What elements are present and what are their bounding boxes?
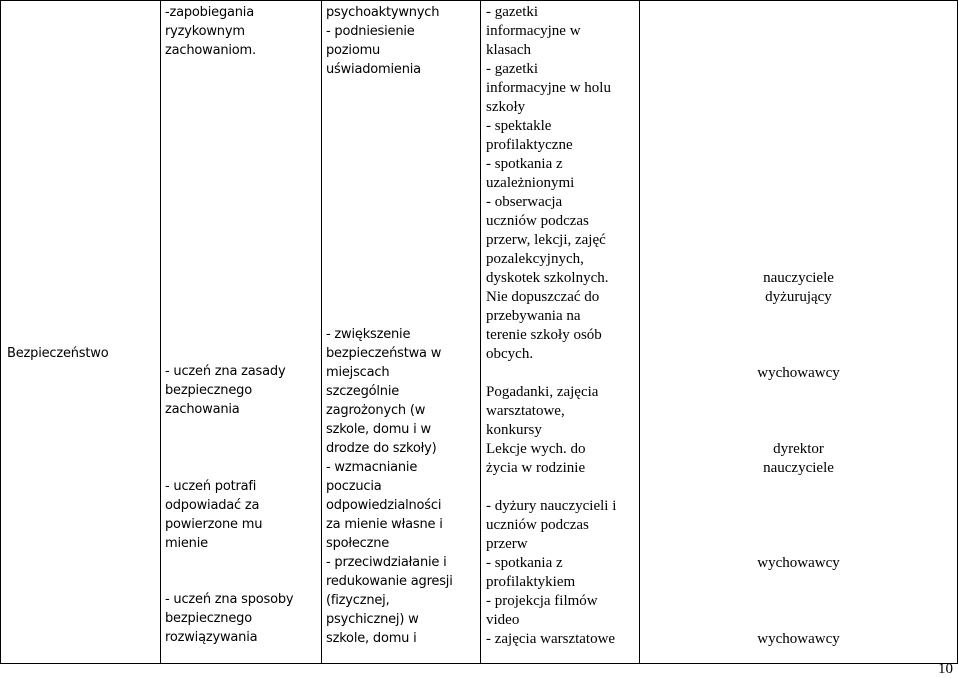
method-line: video	[486, 612, 520, 628]
method-line: - spektakle	[486, 118, 552, 134]
area-label: Bezpieczeństwo	[7, 346, 109, 361]
task-line: za mienie własne i	[326, 517, 443, 532]
method-line: profilaktykiem	[486, 574, 576, 590]
task-line: drodze do szkoły)	[326, 441, 437, 456]
method-line: - gazetki	[486, 4, 539, 20]
tasks-cell	[322, 1, 481, 664]
method-line: przerw	[486, 536, 528, 552]
responsible-line: wychowawcy	[757, 631, 840, 647]
responsible-line: nauczyciele	[763, 460, 834, 476]
method-line: informacyjne w	[486, 23, 581, 39]
method-line: dyskotek szkolnych.	[486, 270, 609, 286]
objective-line: - uczeń zna sposoby	[165, 592, 294, 607]
task-line: bezpieczeństwa w	[326, 346, 442, 361]
task-line: uświadomienia	[326, 62, 421, 77]
task-line: poczucia	[326, 479, 382, 494]
objective-line: powierzone mu	[165, 517, 263, 532]
method-line: warsztatowe,	[486, 403, 565, 419]
method-line: klasach	[486, 42, 531, 58]
objective-line: bezpiecznego	[165, 383, 252, 398]
method-line: obcych.	[486, 346, 534, 362]
responsible-line: dyżurujący	[765, 289, 832, 305]
method-line: przerw, lekcji, zajęć	[486, 232, 606, 248]
method-line: Lekcje wych. do	[486, 441, 586, 457]
responsible-line: wychowawcy	[757, 555, 840, 571]
method-line: życia w rodzinie	[486, 460, 586, 476]
page-number: 10	[938, 661, 953, 677]
task-line: - wzmacnianie	[326, 460, 418, 475]
task-line: - podniesienie	[326, 24, 415, 39]
responsible-line: wychowawcy	[757, 365, 840, 381]
responsible-line: nauczyciele	[763, 270, 834, 286]
objective-line: rozwiązywania	[165, 630, 258, 645]
area-cell	[1, 1, 161, 664]
objective-line: ryzykownym	[165, 24, 245, 39]
method-line: informacyjne w holu	[486, 80, 611, 96]
responsible-line: dyrektor	[773, 441, 824, 457]
method-line: profilaktyczne	[486, 137, 573, 153]
objective-line: bezpiecznego	[165, 611, 252, 626]
method-line: uzależnionymi	[486, 175, 575, 191]
method-line: - dyżury nauczycieli i	[486, 498, 617, 514]
task-line: szkole, domu i	[326, 631, 417, 646]
objective-line: zachowania	[165, 402, 240, 417]
objective-line: -zapobiegania	[165, 5, 254, 20]
objectives-cell	[161, 1, 322, 664]
task-line: psychoaktywnych	[326, 5, 440, 20]
method-line: - zajęcia warsztatowe	[486, 631, 616, 647]
method-line: - projekcja filmów	[486, 593, 598, 609]
task-line: psychicznej) w	[326, 612, 419, 627]
methods-cell	[481, 1, 640, 664]
method-line: - gazetki	[486, 61, 539, 77]
method-line: uczniów podczas	[486, 213, 589, 229]
task-line: redukowanie agresji	[326, 574, 453, 589]
method-line: Nie dopuszczać do	[486, 289, 600, 305]
table-row	[1, 1, 958, 664]
task-line: miejscach	[326, 365, 390, 380]
task-line: - zwiększenie	[326, 327, 411, 342]
objective-line: odpowiadać za	[165, 498, 260, 513]
task-line: szkole, domu i w	[326, 422, 431, 437]
objective-line: mienie	[165, 536, 208, 551]
method-line: terenie szkoły osób	[486, 327, 602, 343]
method-line: - obserwacja	[486, 194, 563, 210]
task-line: zagrożonych (w	[326, 403, 426, 418]
responsible-cell	[640, 1, 958, 664]
task-line: społeczne	[326, 536, 390, 551]
task-line: (fizycznej,	[326, 593, 390, 608]
method-line: Pogadanki, zajęcia	[486, 384, 599, 400]
objective-line: - uczeń zna zasady	[165, 364, 286, 379]
task-line: - przeciwdziałanie i	[326, 555, 447, 570]
method-line: - spotkania z	[486, 156, 563, 172]
method-line: przebywania na	[486, 308, 581, 324]
task-line: odpowiedzialności	[326, 498, 442, 513]
method-line: uczniów podczas	[486, 517, 589, 533]
method-line: - spotkania z	[486, 555, 563, 571]
objective-line: - uczeń potrafi	[165, 479, 257, 494]
method-line: pozalekcyjnych,	[486, 251, 584, 267]
method-line: szkoły	[486, 99, 526, 115]
task-line: szczególnie	[326, 384, 400, 399]
objective-line: zachowaniom.	[165, 43, 256, 58]
task-line: poziomu	[326, 43, 381, 58]
method-line: konkursy	[486, 422, 542, 438]
